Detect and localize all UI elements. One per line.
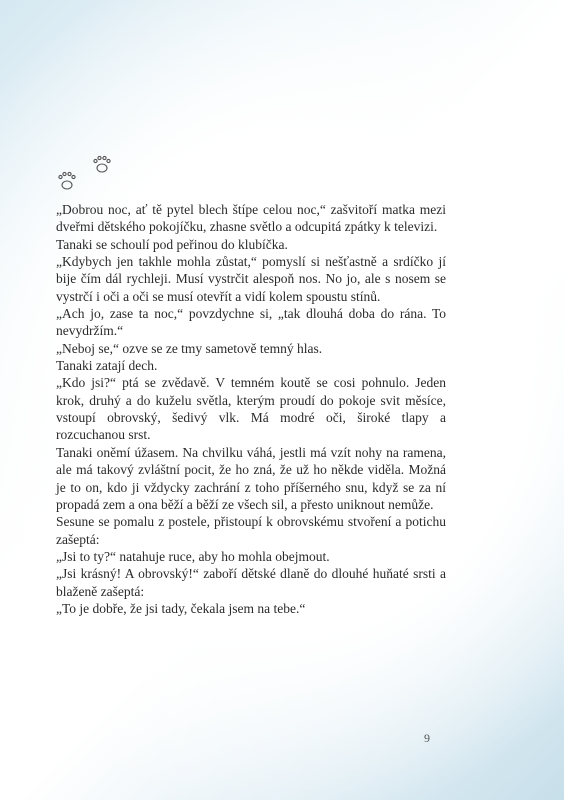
paragraph: Tanaki oněmí úžasem. Na chvilku váhá, jestli má vzít nohy na ramena, ale má takový zvláštní pocit, že ho zná, že už ho někde viděla. Možná je to on, kdo ji vždycky zachrání z toho příšerného snu, když se za ní propadá zem a ona běží a běží ze všech sil, a přesto uniknout nemůže.	[56, 444, 446, 512]
paragraph: Tanaki se schoulí pod peřinou do klubíčka.	[56, 236, 288, 252]
paragraph: „Neboj se,“ ozve se ze tmy sametově temný hlas.	[56, 340, 323, 356]
paragraph: „Ach jo, zase ta noc,“ povzdychne si, „tak dlouhá doba do rána. To nevydržím.“	[56, 306, 446, 339]
paragraph: „Kdo jsi?“ ptá se zvědavě. V temném koutě se cosi pohnulo. Jeden krok, druhý a do kuželu světla, kterým proudí do pokoje svit měsíce, vstoupí obrovský, šedivý vlk. Má modré oči, široké tlapy a rozcuchanou srst.	[56, 375, 446, 443]
paragraph: Tanaki zatají dech.	[56, 358, 158, 374]
page-number: 9	[424, 731, 430, 745]
paragraph: „Jsi to ty?“ natahuje ruce, aby ho mohla obejmout.	[56, 548, 330, 564]
paragraph: Sesune se pomalu z postele, přistoupí k obrovskému stvoření a potichu zašeptá:	[56, 514, 446, 547]
paragraph: „Kdybych jen takhle mohla zůstat,“ pomyslí si nešťastně a srdíčko jí bije čím dál rychleji. Musí vystrčit alespoň nos. No jo, ale s nosem se vystrčí i oči a oči se musí otevřít a vidí kolem spoustu stínů.	[56, 254, 446, 304]
paw-prints-icon	[56, 155, 116, 195]
story-text	[56, 201, 446, 617]
paragraph: „To je dobře, že jsi tady, čekala jsem na tebe.“	[56, 600, 306, 616]
paragraph: „Dobrou noc, ať tě pytel blech štípe celou noc,“ zašvitoří matka mezi dveřmi dětského pokojíčku, zhasne světlo a odcupitá zpátky k televizi.	[56, 202, 446, 235]
paragraph: „Jsi krásný! A obrovský!“ zaboří dětské dlaně do dlouhé huňaté srsti a blaženě zašeptá:	[56, 566, 446, 599]
